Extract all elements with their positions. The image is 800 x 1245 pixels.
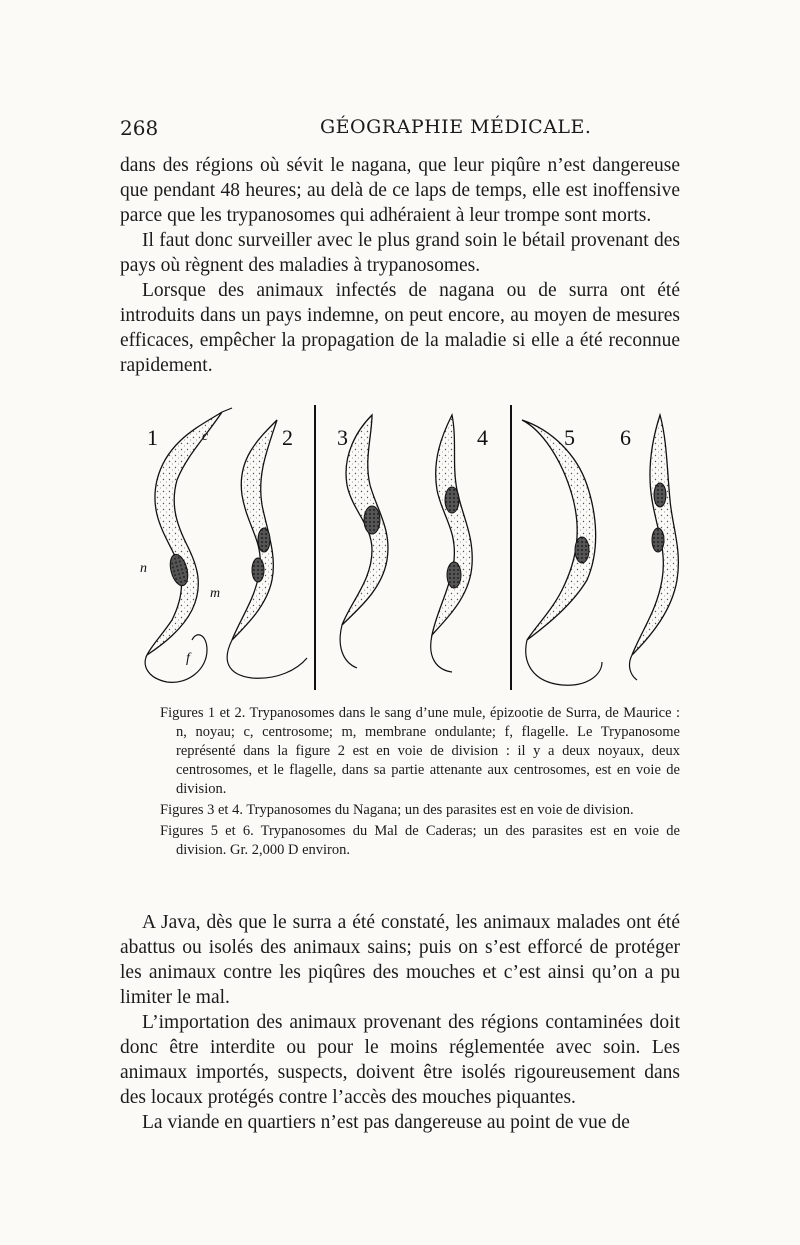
annotation-f: f (186, 651, 190, 666)
trypanosome-figure (132, 400, 692, 700)
running-head (120, 116, 680, 146)
trypanosome-4 (431, 415, 473, 672)
paragraph: Lorsque des animaux infectés de nagana ou de surra ont été introduits dans un pays indemne, on peut encore, au moyen de mesures efficaces, empêcher la propagation de la maladie si elle a été reconnue rapidement. (120, 280, 680, 376)
figure-label-4: 4 (477, 425, 488, 450)
figure-caption (160, 704, 680, 862)
running-title: GÉOGRAPHIE MÉDICALE. (320, 116, 592, 138)
annotation-m: m (210, 586, 221, 601)
trypanosome-illustration (132, 400, 692, 700)
trypanosome-5 (522, 420, 602, 685)
figure-label-1: 1 (147, 425, 158, 450)
figure-label-2: 2 (282, 425, 293, 450)
trypanosome-3 (340, 415, 388, 668)
caption-paragraph: Figures 5 et 6. Trypanosomes du Mal de Caderas; un des parasites est en voie de division. Gr. 2,000 D environ. (160, 823, 680, 858)
trypanosome-2 (227, 420, 307, 678)
top-text-block (120, 153, 680, 378)
caption-paragraph: Figures 1 et 2. Trypanosomes dans le sang d’une mule, épizootie de Surra, de Maurice : n, noyau; c, centrosome; m, membrane ondulante; f, flagelle. Le Trypanosome représenté dans la figure 2 est en voie de division : il y a deux noyaux, deux centrosomes, et le flagelle, dans sa partie attenante aux centrosomes, est en voie de division. (160, 705, 680, 797)
trypanosome-6 (630, 415, 679, 680)
annotation-n: n (140, 561, 147, 576)
paragraph: A Java, dès que le surra a été constaté, les animaux malades ont été abattus ou isolés des animaux sains; puis on s’est efforcé de protéger les animaux contre les piqûres des mouches et c’est ainsi qu’on a pu limiter le mal. (120, 912, 680, 1008)
bottom-text-block (120, 910, 680, 1135)
caption-paragraph: Figures 3 et 4. Trypanosomes du Nagana; un des parasites est en voie de division. (160, 802, 634, 818)
paragraph: La viande en quartiers n’est pas dangereuse au point de vue de (142, 1112, 630, 1133)
trypanosome-1 (145, 408, 232, 682)
page-number: 268 (120, 116, 159, 140)
paragraph: L’importation des animaux provenant des régions contaminées doit donc être interdite ou pour le moins réglementée avec soin. Les animaux importés, suspects, doivent être isolés rigoureusement dans des locaux protégés contre l’accès des mouches piquantes. (120, 1012, 680, 1108)
annotation-c: c (202, 429, 209, 444)
paragraph: dans des régions où sévit le nagana, que leur piqûre n’est dangereuse que pendant 48 heures; au delà de ce laps de temps, elle est inoffensive parce que les trypanosomes qui adhéraient à leur trompe sont morts. (120, 155, 680, 226)
figure-label-3: 3 (337, 425, 348, 450)
paragraph: Il faut donc surveiller avec le plus grand soin le bétail provenant des pays où règnent des maladies à trypanosomes. (120, 230, 680, 276)
figure-label-6: 6 (620, 425, 631, 450)
figure-label-5: 5 (564, 425, 575, 450)
